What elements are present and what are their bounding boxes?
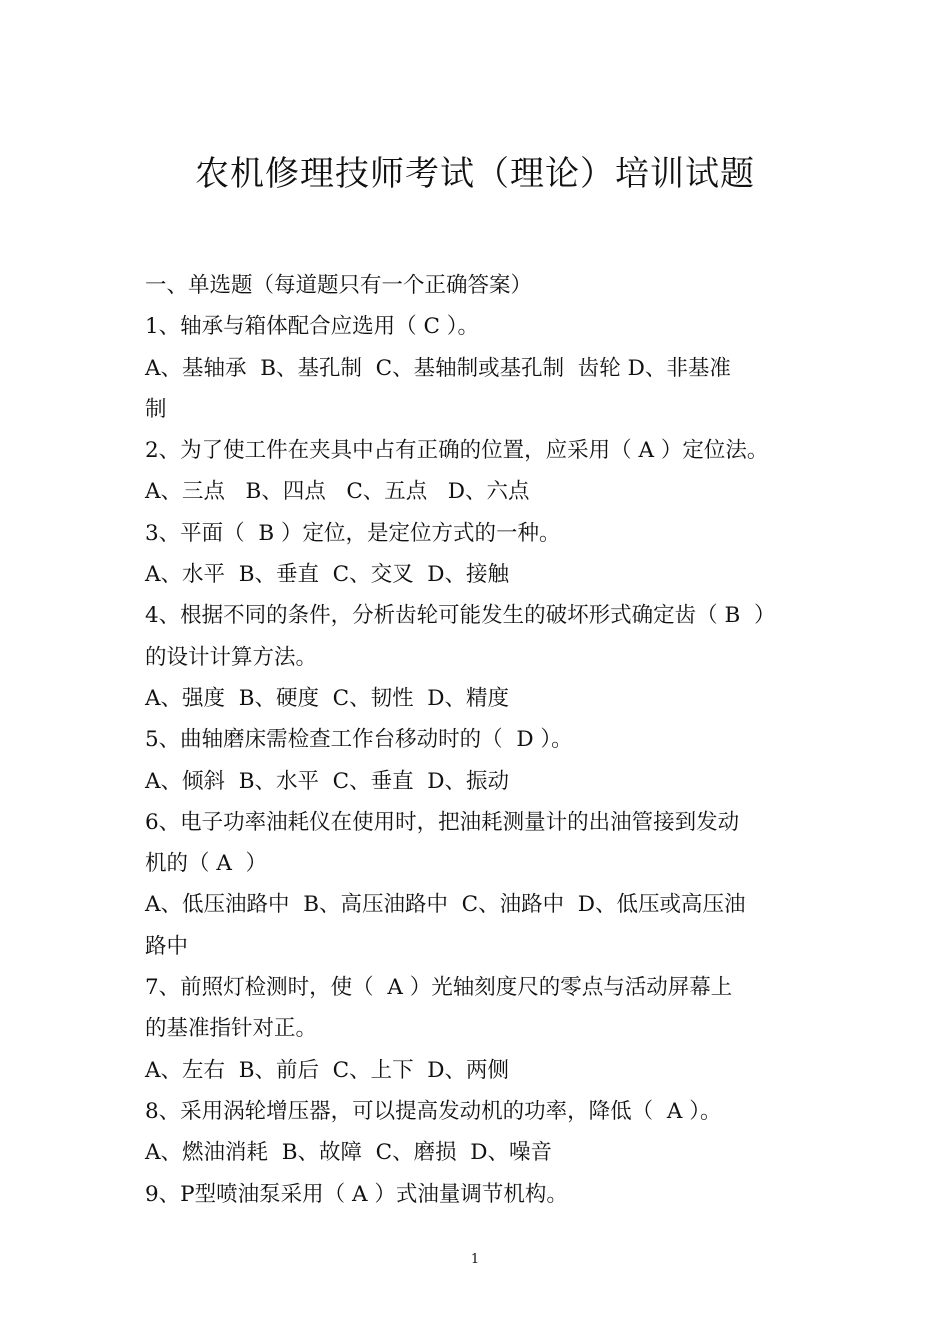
question-8-options: A、燃油消耗 B、故障 C、磨损 D、噪音: [145, 1140, 553, 1166]
question-8: 8、采用涡轮增压器，可以提高发动机的功率，降低（ A ）。: [145, 1098, 722, 1124]
question-2: 2、为了使工件在夹具中占有正确的位置，应采用（ A ）定位法。: [145, 438, 769, 464]
page-title: 农机修理技师考试（理论）培训试题: [195, 154, 755, 194]
question-1: 1、轴承与箱体配合应选用（ C ）。: [145, 314, 480, 340]
question-3-options: A、水平 B、垂直 C、交叉 D、接触: [145, 562, 510, 588]
question-1-options-continued: 制: [145, 396, 167, 422]
question-5-options: A、倾斜 B、水平 C、垂直 D、振动: [145, 768, 510, 794]
question-4: 4、根据不同的条件，分析齿轮可能发生的破坏形式确定齿（ B ）: [145, 603, 776, 629]
question-7-options: A、左右 B、前后 C、上下 D、两侧: [145, 1057, 510, 1083]
question-7-continued: 的基准指针对正。: [145, 1016, 318, 1042]
question-4-continued: 的设计计算方法。: [145, 644, 318, 670]
question-1-options: A、基轴承 B、基孔制 C、基轴制或基孔制 齿轮 D、非基准: [145, 355, 731, 381]
question-9: 9、P型喷油泵采用（ A ）式油量调节机构。: [145, 1181, 568, 1207]
question-5: 5、曲轴磨床需检查工作台移动时的（ D ）。: [145, 727, 573, 753]
question-6-options-continued: 路中: [145, 933, 189, 959]
question-6-options: A、低压油路中 B、高压油路中 C、油路中 D、低压或高压油: [145, 892, 746, 918]
question-2-options: A、三点 B、四点 C、五点 D、六点: [145, 479, 530, 505]
page-number: 1: [470, 1252, 480, 1267]
question-7: 7、前照灯检测时，使（ A ）光轴刻度尺的零点与活动屏幕上: [145, 975, 733, 1001]
question-3: 3、平面（ B ）定位，是定位方式的一种。: [145, 520, 561, 546]
question-6: 6、电子功率油耗仪在使用时，把油耗测量计的出油管接到发动: [145, 809, 740, 835]
section-heading: 一、单选题（每道题只有一个正确答案）: [145, 273, 533, 298]
question-6-continued: 机的（ A ）: [145, 851, 268, 877]
question-body: [145, 265, 810, 1215]
question-4-options: A、强度 B、硬度 C、韧性 D、精度: [145, 685, 510, 711]
